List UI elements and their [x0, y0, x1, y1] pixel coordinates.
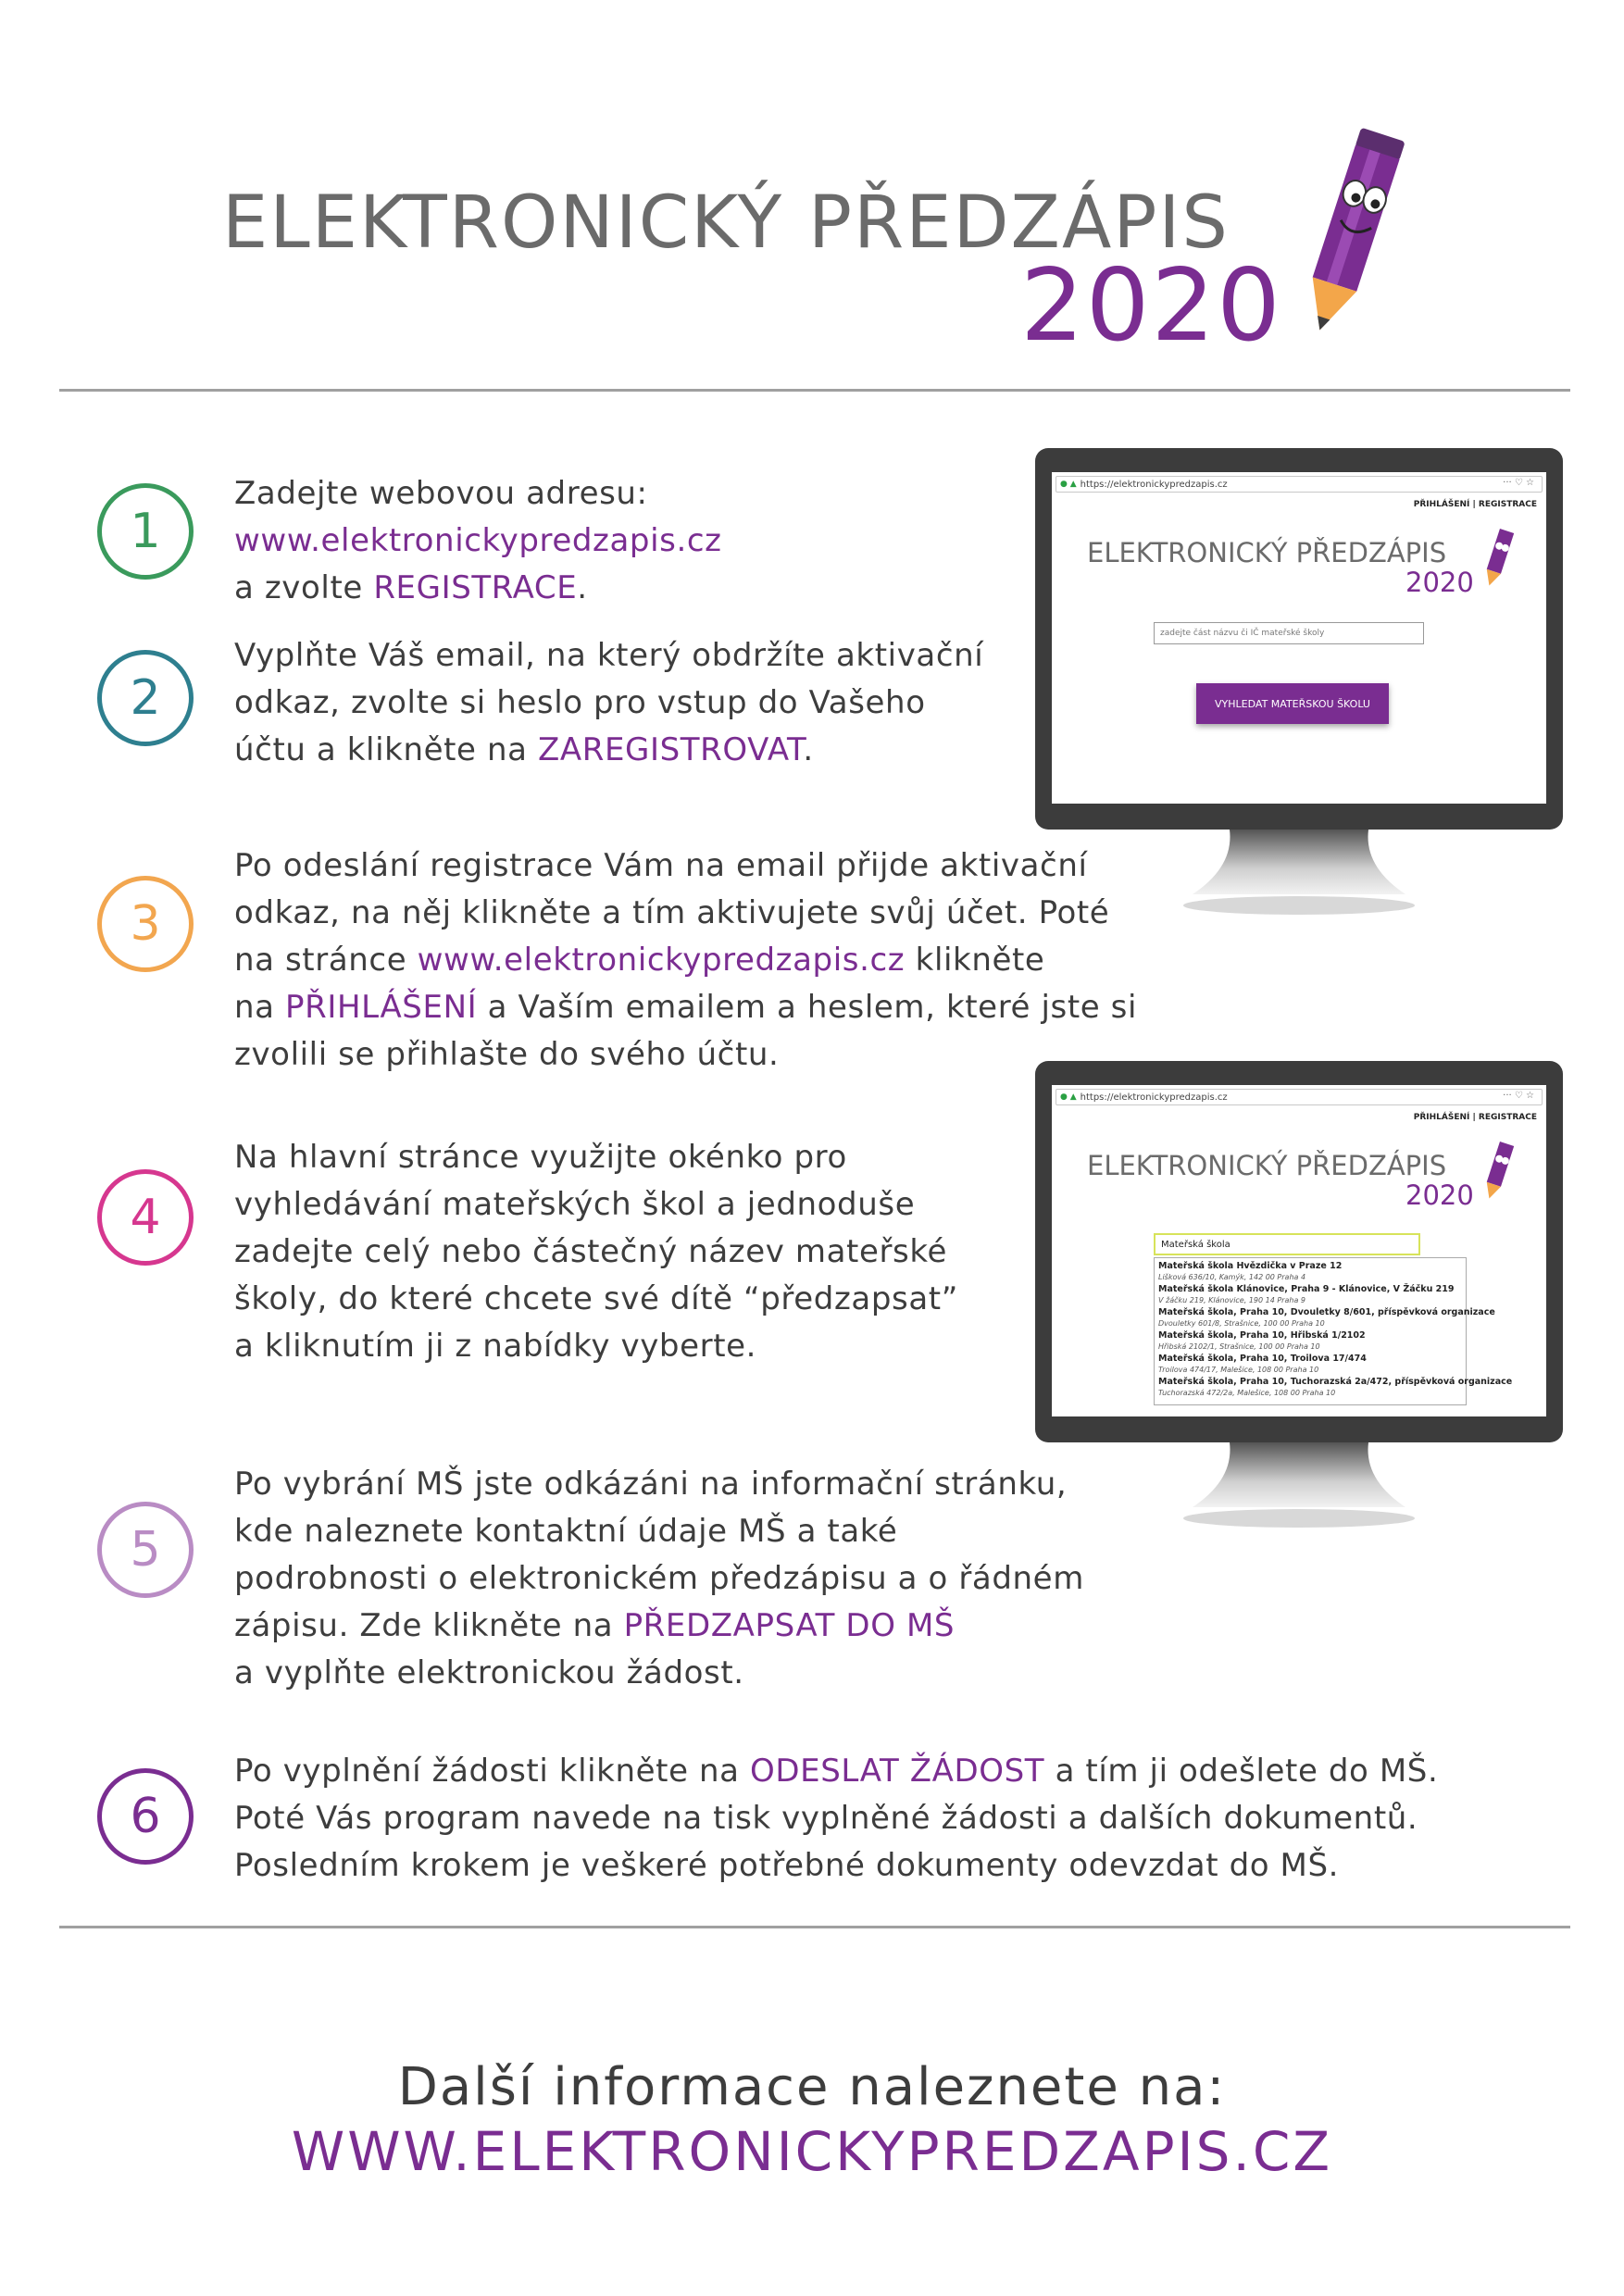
site-year: 2020 — [1405, 1179, 1474, 1211]
search-result-item[interactable] — [1158, 1376, 1513, 1399]
highlighted-term: REGISTRACE — [373, 569, 578, 606]
nav-links[interactable]: PŘIHLÁŠENÍ | REGISTRACE — [1413, 500, 1537, 509]
step-line — [234, 1748, 1438, 1795]
step-line — [234, 565, 722, 612]
step-text — [234, 1748, 1438, 1890]
step-text — [234, 632, 983, 774]
search-result-item[interactable] — [1158, 1260, 1462, 1283]
site-year: 2020 — [1405, 567, 1474, 598]
footer-link[interactable]: WWW.ELEKTRONICKYPREDZAPIS.CZ — [291, 2120, 1333, 2183]
step-line — [234, 1508, 1084, 1555]
step-number: 1 — [130, 504, 161, 559]
search-result-item[interactable] — [1158, 1329, 1462, 1353]
step-number: 3 — [130, 896, 161, 952]
pencil-logo-icon — [1480, 526, 1517, 591]
result-address: Hřibská 2102/1, Strašnice, 100 00 Praha 10 — [1158, 1342, 1320, 1351]
result-address: Troilova 474/17, Malešice, 108 00 Praha 10 — [1158, 1366, 1319, 1374]
step-number-circle — [97, 1502, 194, 1598]
step-text-segment: podrobnosti o elektronickém předzápisu a o řádném — [234, 1560, 1084, 1597]
step-number: 6 — [130, 1789, 161, 1844]
top-divider — [59, 389, 1570, 392]
step-line — [234, 680, 983, 727]
site-title: ELEKTRONICKÝ PŘEDZÁPIS — [1087, 537, 1447, 568]
result-address: Dvouletky 601/8, Strašnice, 100 00 Praha 10 — [1158, 1319, 1325, 1328]
step-line — [234, 1603, 1084, 1650]
step-text-segment: Po vybrání MŠ jste odkázáni na informační stránku, — [234, 1466, 1068, 1503]
search-school-button[interactable]: VYHLEDAT MATEŘSKOU ŠKOLU — [1196, 683, 1389, 724]
step-text-segment: účtu a klikněte na — [234, 731, 538, 768]
menu-icons[interactable]: ··· ♡ ☆ — [1503, 1091, 1534, 1101]
step-text-segment: odkaz, na něj klikněte a tím aktivujete svůj účet. Poté — [234, 894, 1110, 931]
footer-text: Další informace naleznete na: — [397, 2057, 1227, 2117]
step-line — [234, 470, 722, 518]
step-text-segment: Poté Vás program navede na tisk vyplněné žádosti a dalších dokumentů. — [234, 1800, 1418, 1837]
school-search-input[interactable]: Mateřská škola — [1154, 1233, 1420, 1255]
step-line — [234, 518, 722, 565]
school-search-input[interactable]: zadejte část názvu či IČ mateřské školy — [1154, 622, 1424, 644]
step-line — [234, 890, 1137, 937]
address-bar[interactable] — [1056, 476, 1543, 493]
highlighted-term: www.elektronickypredzapis.cz — [417, 942, 906, 979]
result-name: Mateřská škola, Praha 10, Tuchorazská 2a/472, příspěvková organizace — [1158, 1377, 1513, 1387]
step-text-segment: . — [803, 731, 814, 768]
step-number: 4 — [130, 1190, 161, 1245]
result-address: Tuchorazská 472/2a, Malešice, 108 00 Praha 10 — [1158, 1389, 1336, 1397]
result-address: Lišková 636/10, Kamýk, 142 00 Praha 4 — [1158, 1273, 1306, 1281]
monitor-search — [1035, 1061, 1563, 1552]
step-text-segment: odkaz, zvolte si heslo pro vstup do Vašeho — [234, 684, 926, 721]
step-number-circle — [97, 1169, 194, 1266]
step-text-segment: na stránce — [234, 942, 418, 979]
search-results-dropdown — [1154, 1257, 1513, 1405]
step-line — [234, 937, 1137, 984]
site-title: ELEKTRONICKÝ PŘEDZÁPIS — [1087, 1150, 1447, 1181]
highlighted-term: www.elektronickypredzapis.cz — [234, 522, 722, 559]
step-text-segment: Vyplňte Váš email, na který obdržíte aktivační — [234, 637, 984, 674]
highlighted-term: PŘIHLÁŠENÍ — [285, 989, 478, 1026]
poster-title: ELEKTRONICKÝ PŘEDZÁPIS — [222, 181, 1230, 265]
result-name: Mateřská škola, Praha 10, Troilova 17/474 — [1158, 1354, 1367, 1364]
step-number: 5 — [130, 1522, 161, 1578]
step-text-segment: kde naleznete kontaktní údaje MŠ a také — [234, 1513, 898, 1550]
step-text-segment: klikněte — [905, 942, 1045, 979]
step-text-segment: Na hlavní stránce využijte okénko pro — [234, 1139, 847, 1176]
bottom-divider — [59, 1926, 1570, 1928]
highlighted-term: ZAREGISTROVAT — [537, 731, 804, 768]
step-text-segment: Zadejte webovou adresu: — [234, 475, 648, 512]
result-address: V žáčku 219, Klánovice, 190 14 Praha 9 — [1158, 1296, 1305, 1304]
step-text-segment: zvolili se přihlašte do svého účtu. — [234, 1036, 780, 1073]
result-name: Mateřská škola, Praha 10, Hřibská 1/2102 — [1158, 1330, 1366, 1341]
step-text — [234, 470, 722, 612]
nav-links[interactable]: PŘIHLÁŠENÍ | REGISTRACE — [1413, 1113, 1537, 1122]
step-text-segment: a zvolte — [234, 569, 374, 606]
result-name: Mateřská škola Hvězdička v Praze 12 — [1158, 1261, 1343, 1271]
step-line — [234, 1229, 958, 1276]
step-text — [234, 1461, 1084, 1697]
step-line — [234, 1650, 1084, 1697]
step-number-circle — [97, 650, 194, 746]
menu-icons[interactable]: ··· ♡ ☆ — [1503, 478, 1534, 488]
monitor-screen — [1052, 1085, 1546, 1416]
poster-year: 2020 — [1020, 248, 1282, 364]
search-result-item[interactable] — [1158, 1306, 1495, 1329]
step-line — [234, 842, 1137, 890]
step-number: 2 — [130, 670, 161, 726]
step-line — [234, 1323, 958, 1370]
monitor-screen — [1052, 472, 1546, 804]
pencil-logo-icon — [1480, 1139, 1517, 1204]
search-result-item[interactable] — [1158, 1353, 1462, 1376]
result-name: Mateřská škola, Praha 10, Dvouletky 8/601, příspěvková organizace — [1158, 1307, 1495, 1317]
step-line — [234, 1276, 958, 1323]
step-line — [234, 1555, 1084, 1603]
step-line — [234, 632, 983, 680]
step-number-circle — [97, 1768, 194, 1865]
step-line — [234, 984, 1137, 1031]
url-text: https://elektronickypredzapis.cz — [1080, 479, 1228, 490]
step-line — [234, 1134, 958, 1181]
pencil-mascot-icon — [1292, 120, 1412, 343]
step-text-segment: a vyplňte elektronickou žádost. — [234, 1654, 744, 1691]
step-line — [234, 1031, 1137, 1079]
step-line — [234, 727, 983, 774]
step-text-segment: školy, do které chcete své dítě “předzapsat” — [234, 1280, 958, 1317]
step-text-segment: . — [577, 569, 588, 606]
step-number-circle — [97, 483, 194, 580]
step-number-circle — [97, 876, 194, 972]
monitor-stand — [1174, 1442, 1424, 1535]
step-text — [234, 842, 1137, 1079]
step-text-segment: vyhledávání mateřských škol a jednoduše — [234, 1186, 916, 1223]
lock-icon: ● ▲ — [1060, 480, 1077, 489]
monitor-registration — [1035, 448, 1563, 939]
url-text: https://elektronickypredzapis.cz — [1080, 1092, 1228, 1103]
step-text-segment: Posledním krokem je veškeré potřebné dokumenty odevzdat do MŠ. — [234, 1847, 1340, 1884]
step-line — [234, 1461, 1084, 1508]
step-text-segment: a tím ji odešlete do MŠ. — [1044, 1753, 1439, 1790]
step-text-segment: na — [234, 989, 285, 1026]
address-bar[interactable] — [1056, 1089, 1543, 1105]
step-text-segment: zápisu. Zde klikněte na — [234, 1607, 624, 1644]
step-line — [234, 1795, 1438, 1842]
step-text-segment: a Vaším emailem a heslem, které jste si — [477, 989, 1138, 1026]
step-line — [234, 1842, 1438, 1890]
result-name: Mateřská škola Klánovice, Praha 9 - Klánovice, V Žáčku 219 — [1158, 1284, 1455, 1294]
step-text-segment: a kliknutím ji z nabídky vyberte. — [234, 1328, 757, 1365]
step-line — [234, 1181, 958, 1229]
highlighted-term: PŘEDZAPSAT DO MŠ — [623, 1607, 956, 1644]
step-text-segment: zadejte celý nebo částečný název mateřské — [234, 1233, 947, 1270]
step-text — [234, 1134, 958, 1370]
search-result-item[interactable] — [1158, 1283, 1462, 1306]
monitor-stand — [1174, 830, 1424, 922]
lock-icon: ● ▲ — [1060, 1092, 1077, 1102]
highlighted-term: ODESLAT ŽÁDOST — [750, 1753, 1045, 1790]
step-text-segment: Po vyplnění žádosti klikněte na — [234, 1753, 750, 1790]
step-text-segment: Po odeslání registrace Vám na email přijde aktivační — [234, 847, 1088, 884]
